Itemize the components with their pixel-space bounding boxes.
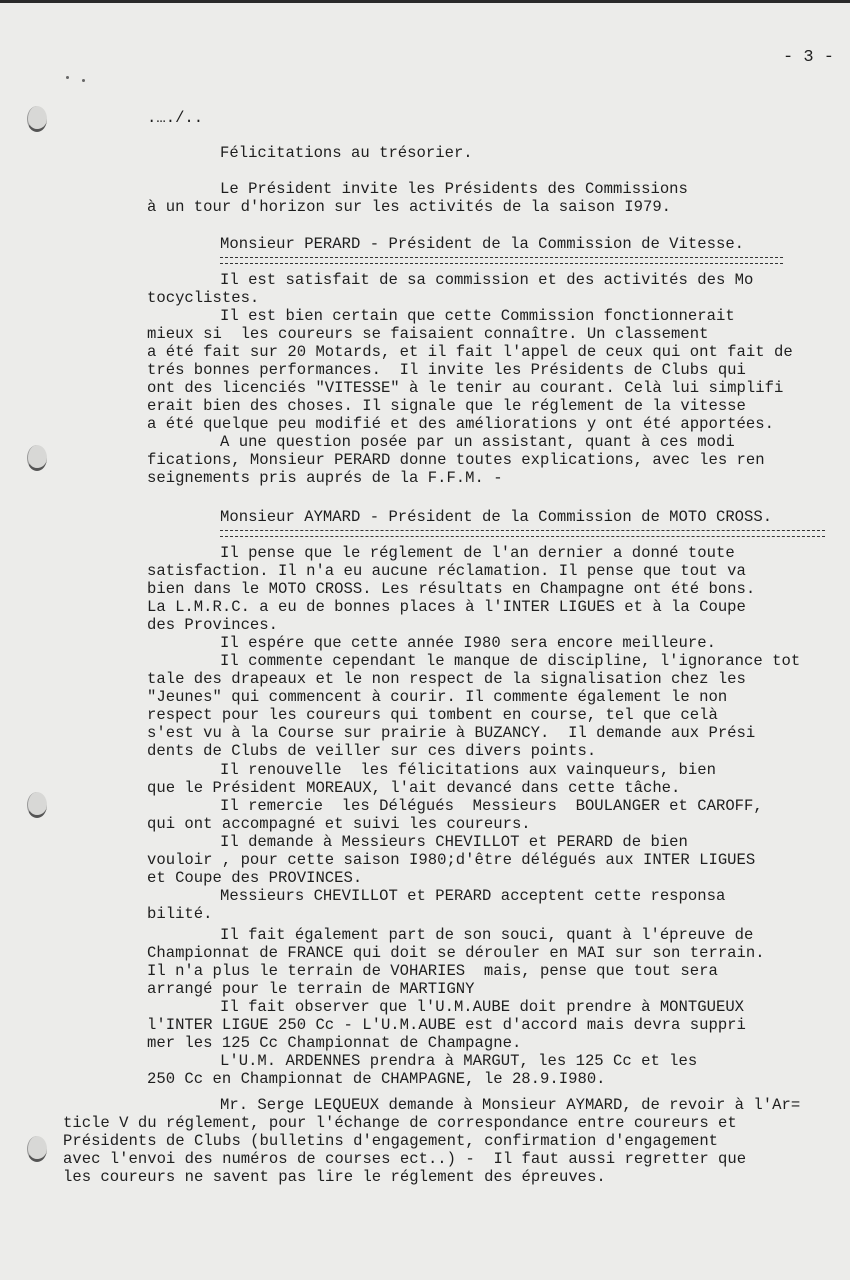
paragraph-line: Championnat de FRANCE qui doit se dérouler en MAI sur son terrain. [147,944,765,962]
section-heading-motocross: Monsieur AYMARD - Président de la Commission de MOTO CROSS. [220,508,773,526]
intro-line: à un tour d'horizon sur les activités de la saison I979. [147,198,672,216]
paragraph-line: ticle V du réglement, pour l'échange de correspondance entre coureurs et [63,1114,737,1132]
punch-hole [27,792,47,818]
paragraph-line: tale des drapeaux et le non respect de la signalisation chez les [147,670,746,688]
page-top-edge [0,0,850,3]
paragraph-line: ont des licenciés "VITESSE" à le tenir au courant. Celà lui simplifi [147,379,784,397]
paragraph-line: Il n'a plus le terrain de VOHARIES mais, pense que tout sera [147,962,718,980]
page-number: - 3 - [783,48,835,67]
paragraph-line: Il renouvelle les félicitations aux vainqueurs, bien [220,761,716,779]
paragraph-line: s'est vu à la Course sur prairie à BUZANCY. Il demande aux Prési [147,724,756,742]
paragraph-line: a été quelque peu modifié et des améliorations y ont été apportées. [147,415,774,433]
paragraph-line: des Provinces. [147,616,279,634]
continuation-mark: .…./.. [147,109,204,127]
paragraph-line: vouloir , pour cette saison I980;d'être délégués aux INTER LIGUES [147,851,756,869]
paragraph-line: trés bonnes performances. Il invite les Présidents de Clubs qui [147,361,746,379]
paragraph-line: erait bien des choses. Il signale que le réglement de la vitesse [147,397,746,415]
paragraph-line: a été fait sur 20 Motards, et il fait l'appel de ceux qui ont fait de [147,343,793,361]
paragraph-line: Il fait également part de son souci, quant à l'épreuve de [220,926,754,944]
paragraph-line: Il pense que le réglement de l'an dernier a donné toute [220,544,735,562]
paragraph-line: les coureurs ne savent pas lire le réglement des épreuves. [63,1168,606,1186]
paragraph-line: que le Président MOREAUX, l'ait devancé dans cette tâche. [147,779,681,797]
paragraph-line: 250 Cc en Championnat de CHAMPAGNE, le 28.9.I980. [147,1070,606,1088]
punch-hole [27,106,47,132]
intro-line: Le Président invite les Présidents des Commissions [220,180,688,198]
paragraph-line: tocyclistes. [147,289,260,307]
paper-speck [82,79,85,82]
paragraph-line: Présidents de Clubs (bulletins d'engagement, confirmation d'engagement [63,1132,719,1150]
paragraph-line: qui ont accompagné et suivi les coureurs. [147,815,531,833]
paragraph-line: Il fait observer que l'U.M.AUBE doit prendre à MONTGUEUX [220,998,745,1016]
paragraph-line: Il espére que cette année I980 sera encore meilleure. [220,634,716,652]
heading-underline [220,530,825,537]
paragraph-line: Il demande à Messieurs CHEVILLOT et PERARD de bien [220,833,688,851]
punch-hole [27,1136,47,1162]
paragraph-line: mer les 125 Cc Championnat de Champagne. [147,1034,522,1052]
paragraph-line: satisfaction. Il n'a eu aucune réclamation. Il pense que tout va [147,562,746,580]
punch-hole [27,445,47,471]
paragraph-line: avec l'envoi des numéros de courses ect..) - Il faut aussi regretter que [63,1150,747,1168]
section-heading-vitesse: Monsieur PERARD - Président de la Commission de Vitesse. [220,235,745,253]
paragraph-line: L'U.M. ARDENNES prendra à MARGUT, les 125 Cc et les [220,1052,698,1070]
paragraph-line: et Coupe des PROVINCES. [147,869,363,887]
paragraph-line: La L.M.R.C. a eu de bonnes places à l'INTER LIGUES et à la Coupe [147,598,746,616]
paragraph-line: dents de Clubs de veiller sur ces divers points. [147,742,597,760]
felicitations-line: Félicitations au trésorier. [220,144,473,162]
paragraph-line: Il est satisfait de sa commission et des activités des Mo [220,271,754,289]
paragraph-line: "Jeunes" qui commencent à courir. Il commente également le non [147,688,728,706]
paragraph-line: respect pour les coureurs qui tombent en course, tel que celà [147,706,718,724]
paragraph-line: Il commente cependant le manque de discipline, l'ignorance tot [220,652,801,670]
paragraph-line: bilité. [147,905,213,923]
paragraph-line: seignements pris auprés de la F.F.M. - [147,469,503,487]
paragraph-line: Messieurs CHEVILLOT et PERARD acceptent cette responsa [220,887,726,905]
paragraph-line: Il remercie les Délégués Messieurs BOULANGER et CAROFF, [220,797,763,815]
heading-underline [220,257,783,264]
paragraph-line: Il est bien certain que cette Commission fonctionnerait [220,307,735,325]
paragraph-line: l'INTER LIGUE 250 Cc - L'U.M.AUBE est d'accord mais devra suppri [147,1016,746,1034]
paragraph-line: A une question posée par un assistant, quant à ces modi [220,433,735,451]
paragraph-line: arrangé pour le terrain de MARTIGNY [147,980,475,998]
paragraph-line: mieux si les coureurs se faisaient connaître. Un classement [147,325,709,343]
paragraph-line: fications, Monsieur PERARD donne toutes explications, avec les ren [147,451,765,469]
paragraph-line: bien dans le MOTO CROSS. Les résultats en Champagne ont été bons. [147,580,756,598]
paper-speck [66,76,69,79]
paragraph-line: Mr. Serge LEQUEUX demande à Monsieur AYMARD, de revoir à l'Ar= [220,1096,801,1114]
